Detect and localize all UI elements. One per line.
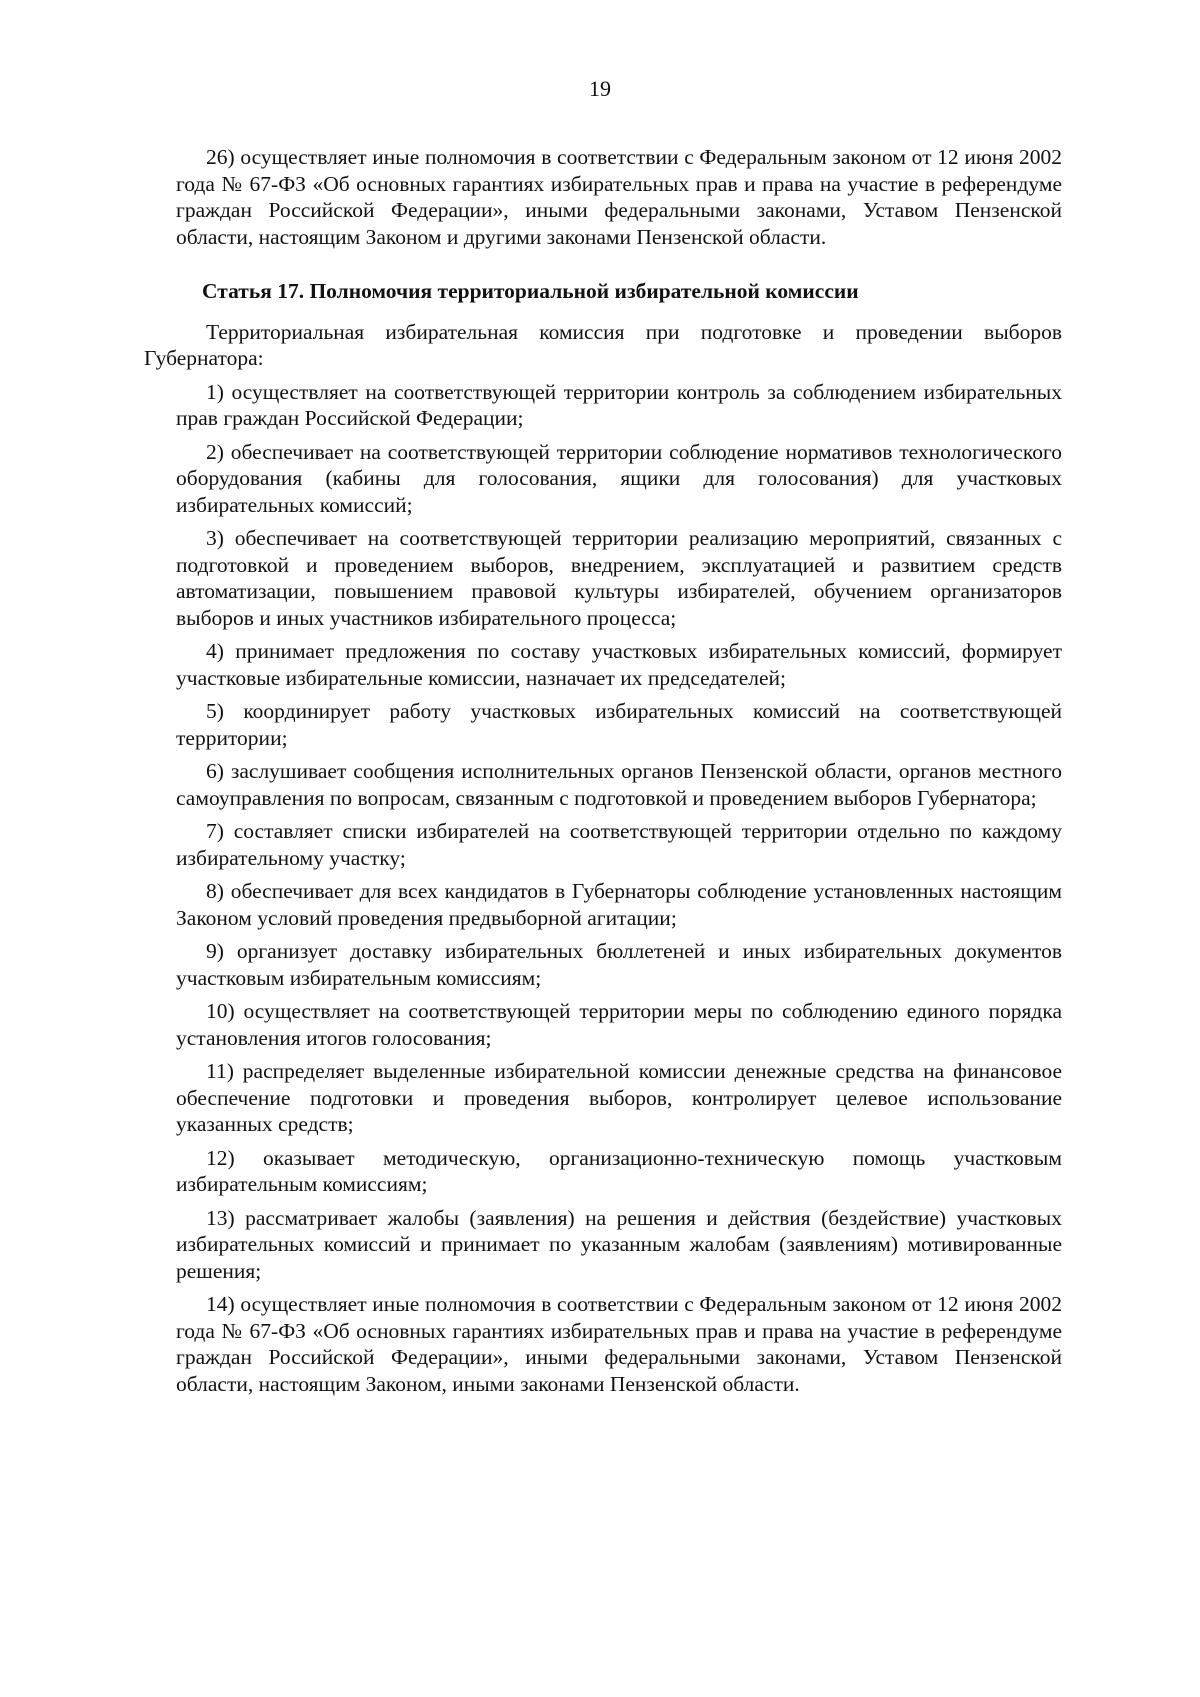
list-item: 1) осуществляет на соответствующей территории контроль за соблюдением избирательных прав граждан Российской Федерации; [176,379,1062,430]
list-item: 13) рассматривает жалобы (заявления) на решения и действия (бездействие) участковых избирательных комиссий и принимает по указанным жалобам (заявлениям) мотивированные решения; [176,1205,1062,1283]
document-body [144,144,1062,1404]
page-number: 19 [589,76,611,101]
list-item: 8) обеспечивает для всех кандидатов в Губернаторы соблюдение установленных настоящим Законом условий проведения предвыборной агитации; [176,879,1062,930]
list-item: 5) координирует работу участковых избирательных комиссий на соответствующей территории; [176,699,1062,750]
list-item: 2) обеспечивает на соответствующей территории соблюдение нормативов технологического оборудования (кабины для голосования, ящики для голосования) для участковых избирательных комиссий; [176,439,1062,517]
list-item: 7) составляет списки избирателей на соответствующей территории отдельно по каждому избирательному участку; [176,819,1062,870]
article-heading: Статья 17. Полномочия территориальной избирательной комиссии [202,279,859,303]
list-item: 4) принимает предложения по составу участковых избирательных комиссий, формирует участковые избирательные комиссии, назначает их председателей; [176,639,1062,690]
list-item: 10) осуществляет на соответствующей территории меры по соблюдению единого порядка установления итогов голосования; [176,999,1062,1050]
list-item: 11) распределяет выделенные избирательной комиссии денежные средства на финансовое обеспечение подготовки и проведения выборов, контролирует целевое использование указанных средств; [176,1059,1062,1136]
list-item: 14) осуществляет иные полномочия в соответствии с Федеральным законом от 12 июня 2002 года № 67-ФЗ «Об основных гарантиях избирательных прав и права на участие в референдуме граждан Российской Федерации», иными федеральными законами, Уставом Пензенской области, настоящим Законом, иными законами Пензенской области. [176,1292,1062,1396]
list-item: 3) обеспечивает на соответствующей территории реализацию мероприятий, связанных с подготовкой и проведением выборов, внедрением, эксплуатацией и развитием средств автоматизации, повышением правовой культуры избирателей, обучением организаторов выборов и иных участников избирательного процесса; [176,526,1062,630]
list-item: 12) оказывает методическую, организационно-техническую помощь участковым избирательным комиссиям; [176,1145,1062,1196]
article-intro: Территориальная избирательная комиссия при подготовке и проведении выборов Губернатора: [144,319,1062,370]
list-item-26: 26) осуществляет иные полномочия в соответствии с Федеральным законом от 12 июня 2002 года № 67-ФЗ «Об основных гарантиях избирательных прав и права на участие в референдуме граждан Российской Федерации», иными федеральными законами, Уставом Пензенской области, настоящим Законом и другими законами Пензенской области. [176,145,1062,249]
list-item: 9) организует доставку избирательных бюллетеней и иных избирательных документов участковым избирательным комиссиям; [176,939,1062,990]
list-item: 6) заслушивает сообщения исполнительных органов Пензенской области, органов местного самоуправления по вопросам, связанным с подготовкой и проведением выборов Губернатора; [176,759,1062,810]
